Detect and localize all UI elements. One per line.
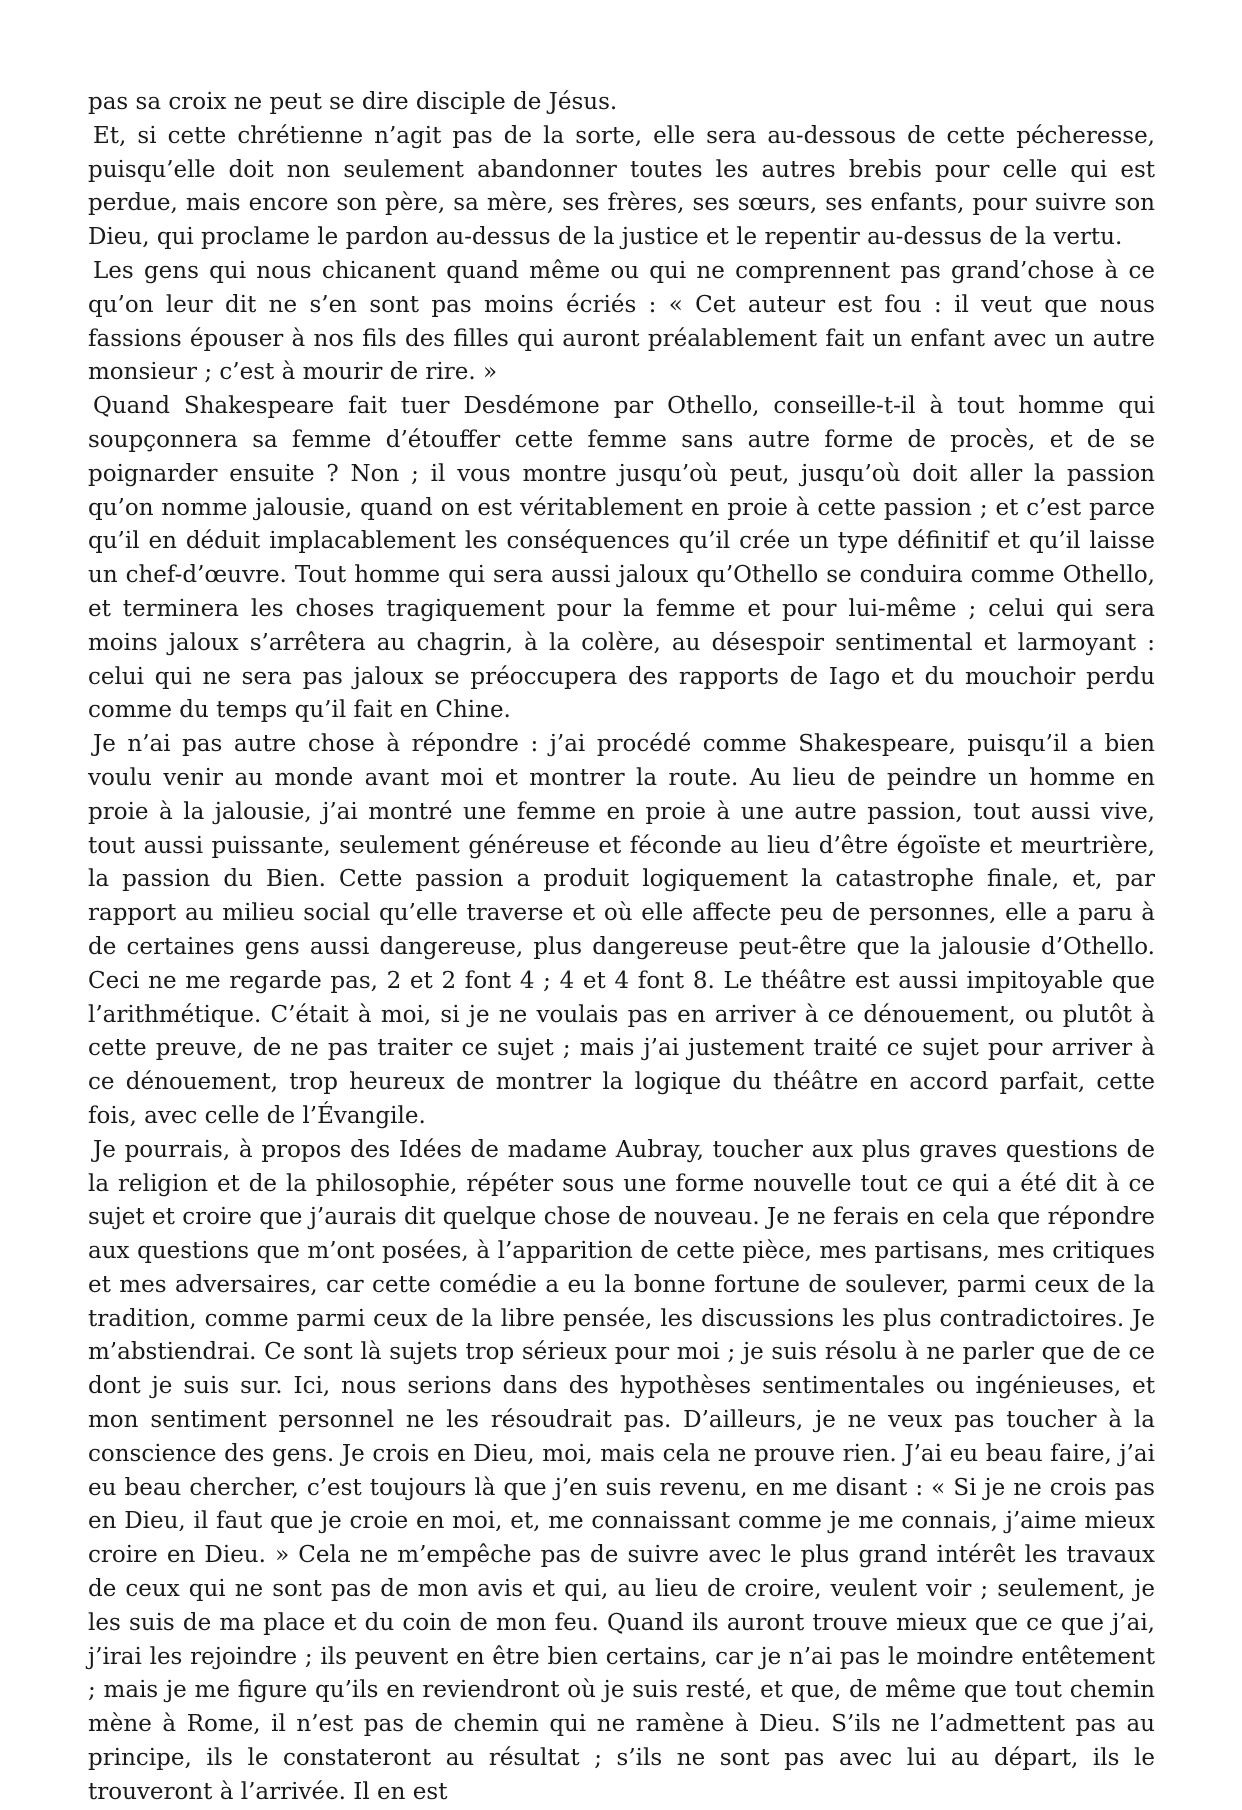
paragraph: Et, si cette chrétienne n’agit pas de la sorte, elle sera au-dessous de cette pécheresse, puisqu’elle doit non seulement abandonner toutes les autres brebis pour celle qui est perdue, mais encore son père, sa mère, ses frères, ses sœurs, ses enfants, pour suivre son Dieu, qui proclame le pardon au-dessus de la justice et le repentir au-dessus de la vertu. <box>88 122 1155 251</box>
paragraph: Je n’ai pas autre chose à répondre : j’ai procédé comme Shakespeare, puisqu’il a bien voulu venir au monde avant moi et montrer la route. Au lieu de peindre un homme en proie à la jalousie, j’ai montré une femme en proie à une autre passion, tout aussi vive, tout aussi puissante, seulement généreuse et féconde au lieu d’être égoïste et meurtrière, la passion du Bien. Cette passion a produit logiquement la catastrophe finale, et, par rapport au milieu social qu’elle traverse et où elle affecte peu de personnes, elle a paru à de certaines gens aussi dangereuse, plus dangereuse peut-être que la jalousie d’Othello. Ceci ne me regarde pas, 2 et 2 font 4 ; 4 et 4 font 8. Le théâtre est aussi impitoyable que l’arithmétique. C’était à moi, si je ne voulais pas en arriver à ce dénouement, ou plutôt à cette preuve, de ne pas traiter ce sujet ; mais j’ai justement traité ce sujet pour arriver à ce dénouement, trop heureux de montrer la logique du théâtre en accord parfait, cette fois, avec celle de l’Évangile. <box>88 731 1155 1129</box>
paragraph: Je pourrais, à propos des Idées de madame Aubray, toucher aux plus graves questions de la religion et de la philosophie, répéter sous une forme nouvelle tout ce qui a été dit à ce sujet et croire que j’aurais dit quelque chose de nouveau. Je ne ferais en cela que répondre aux questions que m’ont posées, à l’apparition de cette pièce, mes partisans, mes critiques et mes adversaires, car cette comédie a eu la bonne fortune de soulever, parmi ceux de la tradition, comme parmi ceux de la libre pensée, les discussions les plus contradictoires. Je m’abstiendrai. Ce sont là sujets trop sérieux pour moi ; je suis résolu à ne parler que de ce dont je suis sur. Ici, nous serions dans des hypothèses sentimentales ou ingénieuses, et mon sentiment personnel ne les résoudrait pas. D’ailleurs, je ne veux pas toucher à la conscience des gens. Je crois en Dieu, moi, mais cela ne prouve rien. J’ai eu beau faire, j’ai eu beau chercher, c’est toujours là que j’en suis revenu, en me disant : « Si je ne crois pas en Dieu, il faut que je croie en moi, et, me connaissant comme je me connais, j’aime mieux croire en Dieu. » Cela ne m’empêche pas de suivre avec le plus grand intérêt les travaux de ceux qui ne sont pas de mon avis et qui, au lieu de croire, veulent voir ; seulement, je les suis de ma place et du coin de mon feu. Quand ils auront trouve mieux que ce que j’ai, j’irai les rejoindre ; ils peuvent en être bien certains, car je n’ai pas le moindre entêtement ; mais je me figure qu’ils en reviendront où je suis resté, et que, de même que tout chemin mène à Rome, il n’est pas de chemin qui ne ramène à Dieu. S’ils ne l’admettent pas au principe, ils le constateront au résultat ; s’ils ne sont pas avec lui au départ, ils le trouveront à l’arrivée. Il en est <box>88 1136 1155 1805</box>
paragraph: Quand Shakespeare fait tuer Desdémone par Othello, conseille-t-il à tout homme qui soupçonnera sa femme d’étouffer cette femme sans autre forme de procès, et de se poignarder ensuite ? Non ; il vous montre jusqu’où peut, jusqu’où doit aller la passion qu’on nomme jalousie, quand on est véritablement en proie à cette passion ; et c’est parce qu’il en déduit implacablement les conséquences qu’il crée un type définitif et qu’il laisse un chef-d’œuvre. Tout homme qui sera aussi jaloux qu’Othello se conduira comme Othello, et terminera les choses tragiquement pour la femme et pour lui-même ; celui qui sera moins jaloux s’arrêtera au chagrin, à la colère, au désespoir sentimental et larmoyant : celui qui ne sera pas jaloux se préoccupera des rapports de Iago et du mouchoir perdu comme du temps qu’il fait en Chine. <box>88 393 1155 724</box>
document-page <box>88 86 1155 1810</box>
paragraph: Les gens qui nous chicanent quand même ou qui ne comprennent pas grand’chose à ce qu’on leur dit ne s’en sont pas moins écriés : « Cet auteur est fou : il veut que nous fassions épouser à nos fils des filles qui auront préalablement fait un enfant avec un autre monsieur ; c’est à mourir de rire. » <box>88 257 1155 386</box>
paragraph: pas sa croix ne peut se dire disciple de Jésus. <box>88 89 618 115</box>
